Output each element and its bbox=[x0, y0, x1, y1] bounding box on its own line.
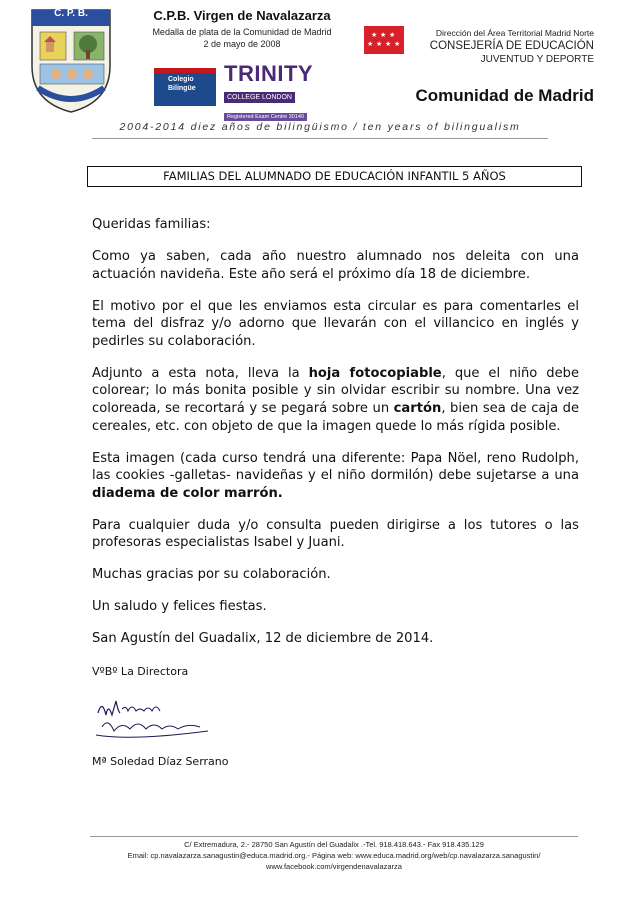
paragraph-3 bbox=[92, 365, 579, 435]
logo-text-top: C. P. B. bbox=[54, 8, 88, 19]
trinity-centre: Registered Exam Centre 30140 bbox=[224, 113, 307, 121]
bilingualism-tagline: 2004-2014 diez años de bilingüismo / ten years of bilingualism bbox=[119, 121, 521, 133]
bilingue-label-1: Colegio bbox=[168, 76, 194, 83]
direccion-territorial: Dirección del Área Territorial Madrid Norte bbox=[435, 28, 594, 38]
school-block bbox=[128, 8, 356, 50]
trinity-word: TRINITY bbox=[224, 61, 314, 86]
paragraph-1: Como ya saben, cada año nuestro alumnado nos deleita con una actuación navideña. Este año será el próximo día 18 de diciembre. bbox=[92, 248, 579, 282]
footer-address: C/ Extremadura, 2.- 28750 San Agustín del Guadalix .-Tel. 918.418.643.- Fax 918.435.129 bbox=[184, 840, 484, 849]
footer-email-web[interactable]: Email: cp.navalazarza.sanagustin@educa.madrid.org.- Página web: www.educa.madrid.org/web/cp.navalazarza.sanagustin/ bbox=[127, 851, 541, 860]
footer-divider bbox=[90, 836, 578, 837]
school-crest-logo bbox=[28, 6, 114, 114]
paragraph-5: Para cualquier duda y/o consulta pueden dirigirse a los tutores o las profesoras especialistas Isabel y Juani. bbox=[92, 517, 579, 551]
header-divider bbox=[92, 138, 548, 139]
bilingue-label-2: Bilingüe bbox=[168, 85, 196, 92]
school-date: 2 de mayo de 2008 bbox=[203, 39, 281, 49]
paragraph-6: Muchas gracias por su colaboración. bbox=[92, 567, 331, 583]
colegio-bilingue-logo bbox=[154, 68, 216, 106]
signer-name: Mª Soledad Díaz Serrano bbox=[92, 755, 229, 769]
juventud-deporte: JUVENTUD Y DEPORTE bbox=[480, 54, 594, 65]
p4-text-a: Esta imagen (cada curso tendrá una diferente: Papa Nöel, reno Rudolph, las cookies -galletas- navideñas y el niño dormilón) debe sujetarse a una bbox=[92, 450, 579, 484]
footer-facebook[interactable]: www.facebook.com/virgendenavalazarza bbox=[266, 862, 402, 871]
paragraph-4 bbox=[92, 450, 579, 503]
direccion-block bbox=[394, 28, 594, 66]
letter-body bbox=[92, 216, 579, 784]
p3-text-e: , bien sea de caja de cereales, etc. con objeto de que la imagen quede lo más rígida posible. bbox=[92, 400, 579, 434]
p3-bold-hoja: hoja fotocopiable bbox=[308, 365, 442, 381]
comunidad-madrid-flag-icon: ★ ★ ★ ★ ★ ★ ★ bbox=[364, 26, 404, 54]
footer bbox=[80, 839, 588, 872]
p3-text-c: , que el niño debe colorear; lo más bonita posible y sin olvidar escribir su nombre. Una vez coloreada, se recortará y se pegará sobre un bbox=[92, 365, 579, 416]
letter-subject: FAMILIAS DEL ALUMNADO DE EDUCACIÓN INFANTIL 5 AÑOS bbox=[87, 166, 582, 187]
paragraph-2: El motivo por el que les enviamos esta circular es para comentarles el tema del disfraz y/o adorno que llevarán con el villancico en inglés y pedirles su colaboración. bbox=[92, 298, 579, 349]
vobo-directora: VºBº La Directora bbox=[92, 664, 189, 678]
paragraph-7: Un saludo y felices fiestas. bbox=[92, 599, 267, 615]
p3-text-a: Adjunto a esta nota, lleva la bbox=[92, 365, 309, 381]
consejeria: CONSEJERÍA DE EDUCACIÓN bbox=[429, 40, 594, 52]
p4-bold-diadema: diadema de color marrón. bbox=[92, 485, 283, 501]
trinity-college-logo bbox=[224, 61, 314, 122]
date-line: San Agustín del Guadalix, 12 de diciembre de 2014. bbox=[92, 631, 434, 647]
trinity-sub: COLLEGE LONDON bbox=[224, 92, 295, 103]
p3-bold-carton: cartón bbox=[393, 400, 442, 416]
school-medal: Medalla de plata de la Comunidad de Madrid bbox=[152, 27, 332, 37]
bilingue-stripe bbox=[154, 68, 216, 73]
handwritten-signature bbox=[92, 693, 579, 755]
greeting: Queridas familias: bbox=[92, 217, 211, 232]
school-name: C.P.B. Virgen de Navalazarza bbox=[153, 8, 331, 23]
comunidad-de-madrid: Comunidad de Madrid bbox=[415, 86, 594, 105]
